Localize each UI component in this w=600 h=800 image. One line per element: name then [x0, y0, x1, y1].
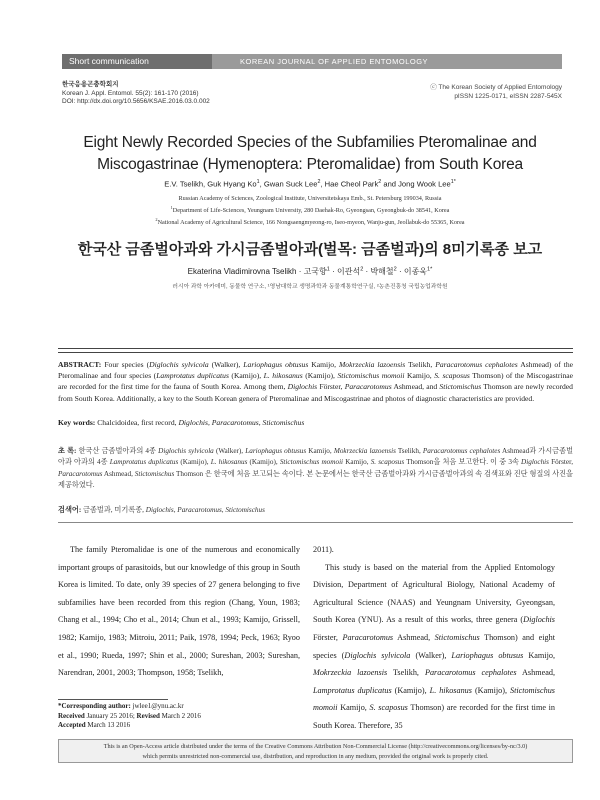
affiliation-text: Department of Life-Sciences, Yeungnam University, 280 Daehak-Ro, Gyeongsan, Gyeongbuk-do 38541, Korea: [172, 207, 450, 215]
header-bar: [62, 54, 562, 69]
species-name: Paracarotomus: [344, 382, 392, 392]
korean-author-list: [40, 266, 580, 277]
species-name: Lariophagus obtusus: [245, 447, 307, 455]
keywords-text: Chalcidoidea, first record,: [95, 418, 179, 427]
species-name: Lamprotatus duplicatus: [109, 458, 179, 467]
affiliation-text: National Academy of Agricultural Science, 166 Nongsaengmyeong-ro, Iseo-myeon, Wanju-gun, Jeollabuk-do 55365, Korea: [157, 219, 465, 227]
citation: Korean J. Appl. Entomol. 55(2): 161-170 (2016): [62, 89, 199, 97]
abstract-text: Förster,: [317, 382, 345, 392]
species-name: S. scaposus: [369, 703, 408, 713]
abstract-text: (Walker),: [208, 360, 244, 369]
korean-affiliations: 러시아 과학 아카데미, 동물학 연구소, ¹영남대학교 생명과학과 동물계통학연구실, ²농촌진흥청 국립농업과학원: [172, 284, 448, 290]
affiliation-line: Russian Academy of Sciences, Zoological Institute, Universitetskaya Emb., St. Petersburg 199034, Russia: [178, 195, 442, 202]
abstract-text: Ashmead, and: [391, 382, 440, 392]
body-text: Thomson) are recorded for the first time in South Korea. Therefore, 35: [313, 703, 555, 730]
license-line: This is an Open-Access article distributed under the terms of the Creative Commons Attribution Non-Commercial License (http://creativecommons.org/licenses/by-nc/3.0): [103, 743, 528, 750]
korean-abstract-text: (Walker),: [213, 447, 246, 455]
license-line: which permits unrestricted non-commercial use, distribution, and reproduction in any medium, provided the original work is properly cited.: [142, 753, 489, 760]
author-1: E.V. Tselikh, Guk Hyang Ko: [164, 179, 257, 189]
abstract-text: Thomson are newly recorded from South Korea. Additionally, a key to the South Korean genera of Pteromalinae and Miscogastrinae and photos of diagnostic characteristics are provided.: [58, 382, 573, 403]
body-paragraph: [313, 559, 555, 735]
body-paragraph: The family Pteromalidae is one of the numerous and economically important groups of parasitoids, but our knowledge of this group in South Korea is limited. To date, only 39 species of 27 genera belonging to five subfamilies have been recorded from this region (Chang, Youn, 1983; Chang et al., 1994; Cho et al., 2014; Chun et al., 1993; Kamijo, Grissell, 1982; Kamijo, 1983; Mitroiu, 2011; Paik, 1978, 1994; Peck, 1963; Ryoo et al., 1990; Rueda, 1997; Shin et al., 2000; Sureshan, 2003; Sureshan, Narendran, 2001, 2003; Thompson, 1958; Tselikh,: [58, 545, 300, 678]
abstract-text: Four species (: [104, 360, 150, 369]
affiliations: [40, 194, 580, 227]
corr-email[interactable]: jwlee1@ynu.ac.kr: [130, 702, 184, 710]
species-name: Mokrzeckia lazoensis: [313, 668, 388, 678]
affiliation-line: [40, 203, 580, 215]
species-name: Paracarotomus cephalotes: [424, 668, 517, 678]
section-label: Short communication: [62, 54, 212, 69]
affiliation-line: [40, 215, 580, 227]
species-name: Paracarotomus: [342, 632, 394, 642]
author-sup: 1*: [450, 179, 456, 185]
korean-abstract-text: Tselikh,: [395, 447, 423, 455]
abstract-text: Thomson) of the Miscogastrinae are recorded for the first time for the fauna of South Korea. Among them,: [58, 371, 574, 392]
species-name: Diglochis: [523, 615, 555, 625]
korean-abstract-text: (Kamijo),: [247, 458, 280, 467]
body-column-right: [313, 541, 555, 735]
author-4: and Jong Wook Lee: [381, 179, 451, 189]
body-text: (Walker),: [410, 650, 452, 660]
species-name: Stictomischus momoii: [279, 458, 344, 467]
author-sup: 2: [317, 179, 321, 185]
abstract-text: (Kamijo),: [302, 371, 338, 381]
doi-link[interactable]: DOI: http://dx.doi.org/10.5656/KSAE.2016.03.0.002: [62, 98, 210, 105]
species-name: Lamprotatus duplicatus: [156, 371, 229, 381]
keywords-label: Key words:: [58, 418, 96, 427]
author-sup: 1*: [427, 266, 433, 273]
abstract-text: (Kamijo),: [228, 371, 264, 381]
title-line-2: Miscogastrinae (Hymenoptera: Pteromalidae) from South Korea: [97, 156, 523, 173]
article-title: [40, 132, 580, 176]
korean-abstract-text: Thomson 은 한국에 처음 보고되는 속이다. 본 논문에서는 한국산 금좀벌아과와 가시금좀벌아과의 속 검색표와 진단 형질의 사진을 제공하였다.: [58, 469, 573, 490]
divider: [58, 522, 573, 523]
species-name: L. hikosanus: [210, 458, 248, 467]
species-name: Lamprotatus duplicatus: [313, 685, 392, 695]
copyright-block: [430, 84, 562, 101]
author-3: , Hae Cheol Park: [320, 179, 379, 189]
author-sup: 1: [326, 266, 330, 273]
abstract-text: Kamijo,: [404, 371, 435, 381]
body-text: Thomson) and eight species (: [313, 632, 555, 660]
korean-author: · 박해철: [363, 267, 394, 276]
journal-name: KOREAN JOURNAL OF APPLIED ENTOMOLOGY: [240, 57, 429, 66]
license-box: [58, 739, 573, 763]
affiliation-sup: 1: [170, 205, 173, 210]
accepted-date: March 13 2016: [85, 721, 131, 730]
abstract-label: ABSTRACT:: [58, 360, 102, 369]
body-continuation: 2011).: [313, 545, 334, 554]
author-list: [40, 179, 580, 189]
korean-abstract-label: 초 록:: [58, 447, 77, 455]
species-name: L. hikosanus: [263, 371, 303, 381]
korean-keywords-label: 검색어:: [58, 506, 82, 514]
korean-abstract-text: Ashmead과 가시금좀벌아과 아과의 4종: [58, 447, 574, 467]
species-name: Paracarotomus cephalotes: [435, 360, 518, 369]
corresponding-author: [58, 702, 300, 712]
korean-journal-name: 한국응용곤충학회지: [62, 81, 119, 88]
body-text: Kamijo,: [337, 703, 370, 713]
species-name: Lariophagus obtusus: [243, 360, 309, 369]
species-name: S. scaposus: [370, 458, 405, 467]
abstract: [58, 359, 573, 404]
body-text: Förster,: [313, 632, 343, 642]
body-text: This study is based on the material from the Applied Entomology Division, Department of Agricultural Biology, National Academy of Agricultural Science (NAAS) and Yeungnam University, Gyeongsan, South Korea (YNU). As a result of this works, three genera (: [313, 562, 555, 625]
species-name: Diglochis: [287, 382, 318, 392]
species-name: Paracarotomus cephalotes: [422, 447, 501, 455]
abstract-text: Tselikh,: [405, 360, 436, 369]
body-text: Ashmead,: [516, 668, 555, 678]
korean-title: 한국산 금좀벌아과와 가시금좀벌아과(벌목: 금좀벌과)의 8미기록종 보고: [77, 241, 543, 258]
species-name: Diglochis sylvicola: [149, 360, 209, 369]
divider: [58, 352, 573, 353]
body-text: Ashmead,: [393, 632, 435, 642]
body-column-left: [58, 541, 300, 682]
keywords: [58, 418, 573, 427]
species-name: Stictomischus: [439, 382, 482, 392]
species-name: S. scaposus: [434, 371, 470, 381]
korean-abstract-text: (Kamijo),: [178, 458, 211, 467]
korean-keywords-text: 금좀벌과, 미기록종,: [81, 506, 146, 514]
species-name: Mokrzeckia lazoensis: [338, 360, 406, 369]
revised-label: Revised: [136, 711, 160, 720]
keywords-italic: Diglochis, Paracarotomus, Stictomischus: [178, 418, 305, 427]
body-text: Tselikh,: [387, 668, 425, 678]
species-name: Lariophagus obtusus: [451, 650, 524, 660]
footnote-divider: [58, 699, 168, 700]
korean-abstract-text: Thomson을 처음 보고한다. 이 중 3속: [404, 458, 522, 467]
abstract-text: Kamijo,: [308, 360, 339, 369]
korean-keywords-italic: Diglochis, Paracarotomus, Stictomischus: [145, 506, 265, 514]
species-name: Stictomischus: [434, 632, 480, 642]
species-name: Diglochis sylvicola: [158, 447, 214, 455]
korean-abstract-text: Kamijo,: [306, 447, 334, 455]
korean-author: · 이관석: [329, 267, 361, 276]
species-name: L. hikosanus: [429, 685, 472, 695]
korean-abstract-text: Förster,: [548, 458, 573, 467]
species-name: Paracarotomus: [58, 469, 103, 478]
korean-keywords: [58, 505, 573, 515]
body-text: (Kamijo),: [391, 685, 430, 695]
species-name: Diglochis sylvicola: [344, 650, 411, 660]
abstract-text: Ashmead) of the Pteromalinae and four species (: [58, 360, 574, 381]
author-sup: 2: [378, 179, 382, 185]
body-text: (Kamijo),: [471, 685, 510, 695]
revised-date: March 2 2016: [159, 711, 201, 720]
species-name: Mokrzeckia lazoensis: [333, 447, 396, 455]
accepted: [58, 721, 300, 731]
species-name: Diglochis: [521, 458, 549, 467]
received-label: Received: [58, 711, 85, 720]
divider: [58, 348, 573, 349]
copyright: ⓒ The Korean Society of Applied Entomology: [430, 84, 562, 91]
body-text: Kamijo,: [523, 650, 555, 660]
received-date: January 25 2016;: [84, 711, 137, 720]
accepted-label: Accepted: [58, 721, 86, 730]
korean-author: · 이종욱: [396, 267, 428, 276]
corr-label: *Corresponding author:: [58, 702, 131, 710]
species-name: Stictomischus: [134, 469, 175, 478]
korean-author: Ekaterina Vladimirovna Tselikh · 고국향: [187, 267, 327, 276]
korean-abstract-text: 한국산 금좀벌아과의 4종: [76, 447, 159, 455]
korean-abstract-text: Ashmead,: [102, 469, 135, 478]
author-sup: 2: [360, 266, 364, 273]
affiliation-sup: 2: [155, 217, 158, 223]
species-name: Stictomischus momoii: [313, 685, 555, 713]
author-2: , Gwan Suck Lee: [259, 179, 318, 189]
issn: pISSN 1225-0171, eISSN 2287-545X: [454, 92, 562, 100]
citation-block: [62, 81, 210, 107]
author-sup: 2: [393, 266, 397, 273]
korean-abstract-text: Kamijo,: [343, 458, 371, 467]
footnote: [58, 702, 300, 731]
author-sup: 1: [256, 179, 260, 185]
species-name: Stictomischus momoii: [337, 371, 405, 381]
received-revised: [58, 712, 300, 722]
korean-abstract: [58, 446, 573, 492]
title-line-1: Eight Newly Recorded Species of the Subfamilies Pteromalinae and: [83, 134, 537, 151]
